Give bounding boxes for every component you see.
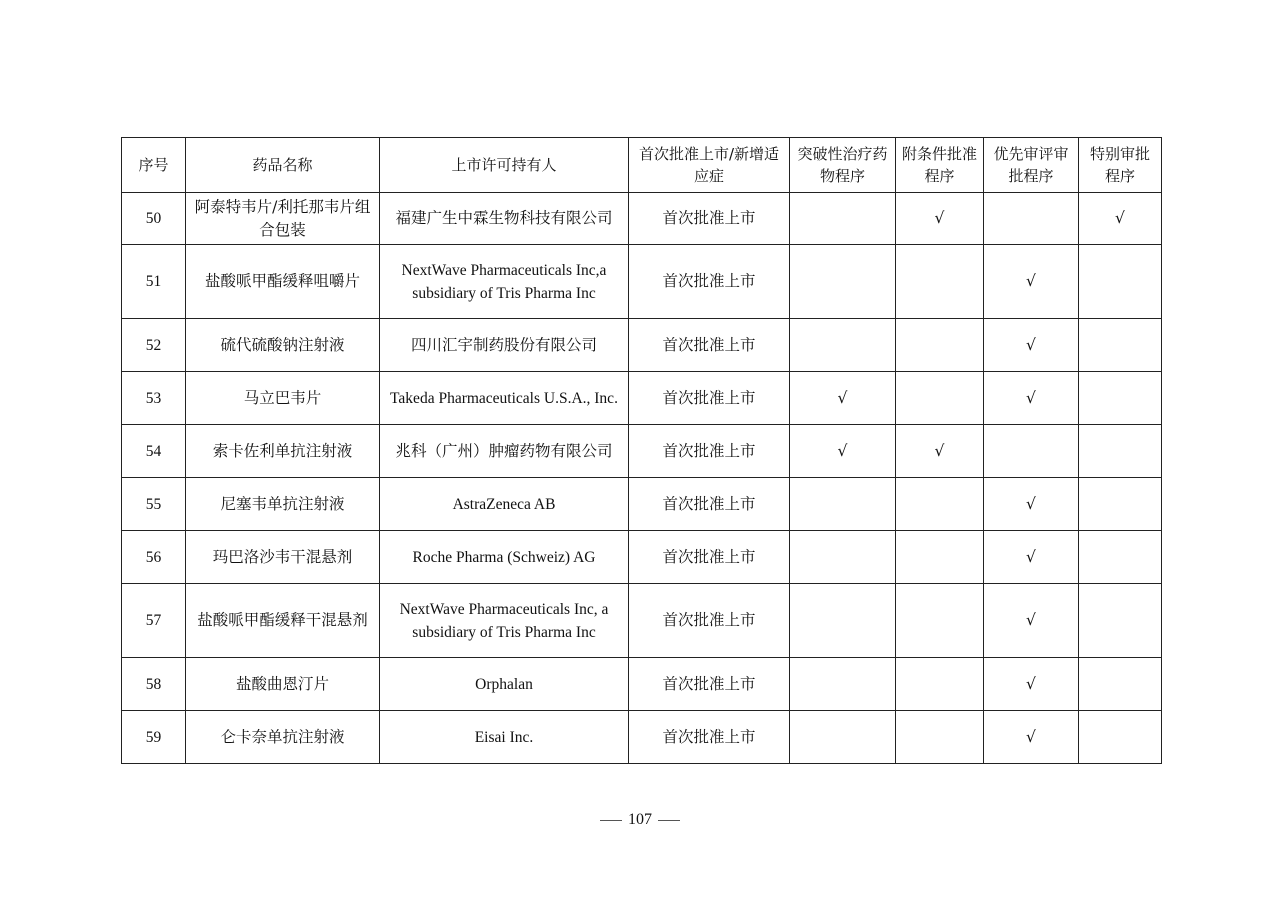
row-priority-mark: √: [984, 319, 1079, 372]
row-special-mark: [1079, 319, 1162, 372]
row-conditional-mark: [896, 319, 984, 372]
row-approval-type: 首次批准上市: [629, 478, 790, 531]
row-drug-name: 盐酸哌甲酯缓释咀嚼片: [186, 245, 380, 319]
row-priority-mark: √: [984, 584, 1079, 658]
row-special-mark: [1079, 372, 1162, 425]
row-special-mark: [1079, 658, 1162, 711]
row-approval-type: 首次批准上市: [629, 531, 790, 584]
drug-approval-table: [121, 137, 1162, 764]
row-breakthrough-mark: [790, 319, 896, 372]
table-row: [122, 478, 1162, 531]
page-number-text: 107: [628, 811, 652, 828]
row-breakthrough-mark: √: [790, 372, 896, 425]
table-header-row: [122, 138, 1162, 193]
row-drug-name: 仑卡奈单抗注射液: [186, 711, 380, 764]
dash-right: [658, 820, 680, 821]
table-row: [122, 319, 1162, 372]
row-holder: NextWave Pharmaceuticals Inc, a subsidiary of Tris Pharma Inc: [380, 584, 629, 658]
row-conditional-mark: [896, 584, 984, 658]
header-approval-type: 首次批准上市/新增适应症: [629, 138, 790, 193]
row-approval-type: 首次批准上市: [629, 425, 790, 478]
row-approval-type: 首次批准上市: [629, 711, 790, 764]
row-approval-type: 首次批准上市: [629, 245, 790, 319]
table-row: [122, 245, 1162, 319]
table-row: [122, 711, 1162, 764]
row-conditional-mark: [896, 478, 984, 531]
header-breakthrough: 突破性治疗药物程序: [790, 138, 896, 193]
row-special-mark: √: [1079, 193, 1162, 245]
row-conditional-mark: √: [896, 193, 984, 245]
row-priority-mark: [984, 425, 1079, 478]
row-drug-name: 马立巴韦片: [186, 372, 380, 425]
row-conditional-mark: [896, 245, 984, 319]
row-drug-name: 索卡佐利单抗注射液: [186, 425, 380, 478]
table-row: [122, 584, 1162, 658]
row-special-mark: [1079, 425, 1162, 478]
row-breakthrough-mark: [790, 245, 896, 319]
dash-left: [600, 820, 622, 821]
row-conditional-mark: [896, 658, 984, 711]
row-approval-type: 首次批准上市: [629, 319, 790, 372]
table-row: [122, 658, 1162, 711]
row-holder: Orphalan: [380, 658, 629, 711]
row-drug-name: 盐酸哌甲酯缓释干混悬剂: [186, 584, 380, 658]
table-row: [122, 531, 1162, 584]
row-holder: 兆科（广州）肿瘤药物有限公司: [380, 425, 629, 478]
row-holder: 四川汇宇制药股份有限公司: [380, 319, 629, 372]
row-special-mark: [1079, 531, 1162, 584]
row-holder: Roche Pharma (Schweiz) AG: [380, 531, 629, 584]
header-holder: 上市许可持有人: [380, 138, 629, 193]
row-drug-name: 盐酸曲恩汀片: [186, 658, 380, 711]
row-seq: 56: [122, 531, 186, 584]
row-breakthrough-mark: [790, 478, 896, 531]
row-special-mark: [1079, 245, 1162, 319]
row-holder: 福建广生中霖生物科技有限公司: [380, 193, 629, 245]
row-seq: 57: [122, 584, 186, 658]
row-seq: 54: [122, 425, 186, 478]
row-priority-mark: √: [984, 372, 1079, 425]
row-drug-name: 玛巴洛沙韦干混悬剂: [186, 531, 380, 584]
row-holder: NextWave Pharmaceuticals Inc,a subsidiary of Tris Pharma Inc: [380, 245, 629, 319]
row-special-mark: [1079, 478, 1162, 531]
header-priority: 优先审评审批程序: [984, 138, 1079, 193]
table-row: [122, 372, 1162, 425]
header-conditional: 附条件批准程序: [896, 138, 984, 193]
row-priority-mark: [984, 193, 1079, 245]
row-holder: AstraZeneca AB: [380, 478, 629, 531]
row-holder: Eisai Inc.: [380, 711, 629, 764]
row-seq: 55: [122, 478, 186, 531]
page-number: [0, 809, 1280, 831]
row-breakthrough-mark: [790, 711, 896, 764]
row-priority-mark: √: [984, 658, 1079, 711]
row-drug-name: 阿泰特韦片/利托那韦片组合包装: [186, 193, 380, 245]
header-seq: 序号: [122, 138, 186, 193]
row-breakthrough-mark: [790, 193, 896, 245]
row-conditional-mark: [896, 711, 984, 764]
row-seq: 51: [122, 245, 186, 319]
row-breakthrough-mark: [790, 531, 896, 584]
row-conditional-mark: [896, 372, 984, 425]
row-approval-type: 首次批准上市: [629, 584, 790, 658]
row-seq: 52: [122, 319, 186, 372]
row-priority-mark: √: [984, 245, 1079, 319]
row-seq: 58: [122, 658, 186, 711]
row-approval-type: 首次批准上市: [629, 193, 790, 245]
table-row: [122, 193, 1162, 245]
row-drug-name: 尼塞韦单抗注射液: [186, 478, 380, 531]
row-drug-name: 硫代硫酸钠注射液: [186, 319, 380, 372]
row-priority-mark: √: [984, 531, 1079, 584]
row-breakthrough-mark: [790, 584, 896, 658]
header-special: 特别审批程序: [1079, 138, 1162, 193]
row-holder: Takeda Pharmaceuticals U.S.A., Inc.: [380, 372, 629, 425]
row-special-mark: [1079, 584, 1162, 658]
row-priority-mark: √: [984, 711, 1079, 764]
row-breakthrough-mark: √: [790, 425, 896, 478]
header-drug-name: 药品名称: [186, 138, 380, 193]
row-special-mark: [1079, 711, 1162, 764]
row-approval-type: 首次批准上市: [629, 372, 790, 425]
row-conditional-mark: [896, 531, 984, 584]
row-priority-mark: √: [984, 478, 1079, 531]
row-breakthrough-mark: [790, 658, 896, 711]
row-approval-type: 首次批准上市: [629, 658, 790, 711]
row-seq: 50: [122, 193, 186, 245]
row-conditional-mark: √: [896, 425, 984, 478]
table-row: [122, 425, 1162, 478]
row-seq: 59: [122, 711, 186, 764]
row-seq: 53: [122, 372, 186, 425]
